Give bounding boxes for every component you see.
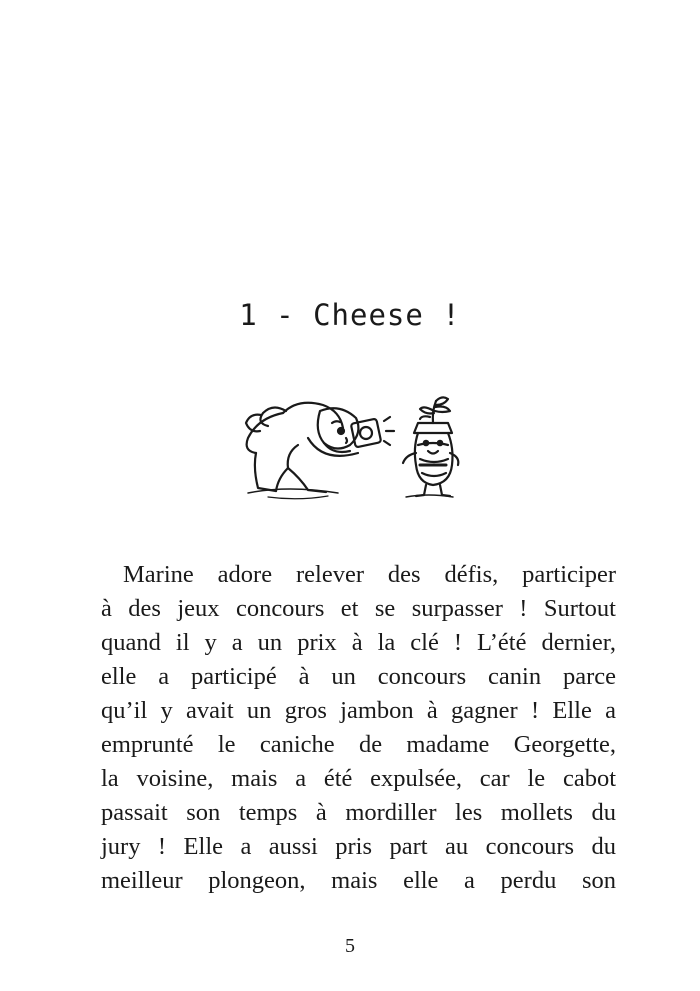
text-line: emprunté le caniche de madame Georgette, (101, 731, 616, 758)
text-line: à des jeux concours et se surpasser ! Surtout (101, 595, 616, 622)
text-line: jury ! Elle a aussi pris part au concours du (101, 833, 616, 860)
text-line: meilleur plongeon, mais elle a perdu son (101, 867, 616, 894)
cartoon-illustration-icon (228, 393, 478, 503)
text-line: elle a participé à un concours canin parce (101, 663, 616, 690)
text-line: Marine adore relever des défis, participer (123, 561, 616, 588)
text-line: qu’il y avait un gros jambon à gagner ! Elle a (101, 697, 616, 724)
text-line: la voisine, mais a été expulsée, car le cabot (101, 765, 616, 792)
chapter-title: 1 - Cheese ! (239, 298, 461, 332)
body-paragraph (101, 558, 616, 898)
page-number: 5 (345, 935, 355, 957)
text-line: quand il y a un prix à la clé ! L’été dernier, (101, 629, 616, 656)
text-line: passait son temps à mordiller les mollets du (101, 799, 616, 826)
